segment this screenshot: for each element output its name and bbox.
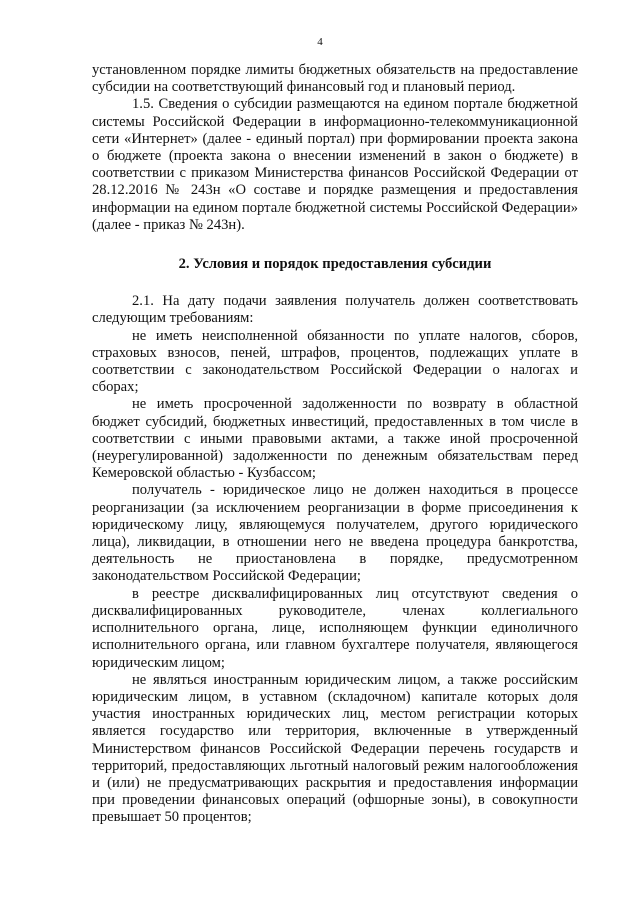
paragraph-continuation: установленном порядке лимиты бюджетных обязательств на предоставление субсидии на соответствующий финансовый год и плановый период. [92,62,578,96]
requirement-debt: не иметь просроченной задолженности по возврату в областной бюджет субсидий, бюджетных инвестиций, предоставленных в том числе в соответствии с иными правовыми актами, а также иной просроченной (неурегулированной) задолженности по денежным обязательствам перед Кемеровской областью - Кузбассом; [92,396,578,482]
page-number: 4 [317,36,323,48]
document-body [92,62,578,827]
requirement-reorganization: получатель - юридическое лицо не должен находиться в процессе реорганизации (за исключением реорганизации в форме присоединения к юридическому лицу, являющемуся получателем, другого юридического лица), ликвидации, в отношении него не введена процедура банкротства, деятельность не приостановлена в порядке, предусмотренном законодательством Российской Федерации; [92,482,578,585]
requirement-taxes: не иметь неисполненной обязанности по уплате налогов, сборов, страховых взносов, пеней, штрафов, процентов, подлежащих уплате в соответствии с законодательством Российской Федерации о налогах и сборах; [92,327,578,396]
paragraph-1-5: 1.5. Сведения о субсидии размещаются на едином портале бюджетной системы Российской Федерации в информационно-телекоммуникационной сети «Интернет» (далее - единый портал) при формировании проекта закона о бюджете (проекта закона о внесении изменений в закон о бюджете) в соответствии с приказом Министерства финансов Российской Федерации от 28.12.2016 № 243н «О составе и порядке размещения и предоставления информации на едином портале бюджетной системы Российской Федерации» (далее - приказ № 243н). [92,96,578,233]
paragraph-2-1: 2.1. На дату подачи заявления получатель должен соответствовать следующим требованиям: [92,293,578,327]
requirement-disqualification: в реестре дисквалифицированных лиц отсутствуют сведения о дисквалифицированных руководителе, членах коллегиального исполнительного органа, лице, исполняющем функции единоличного исполнительного органа, или главном бухгалтере получателя, являющегося юридическим лицом; [92,585,578,671]
requirement-foreign-entity: не являться иностранным юридическим лицом, а также российским юридическим лицом, в уставном (складочном) капитале которых доля участия иностранных юридических лиц, местом регистрации которых является государство или территория, включенные в утвержденный Министерством финансов Российской Федерации перечень государств и территорий, предоставляющих льготный налоговый режим налогообложения и (или) не предусматривающих раскрытия и предоставления информации при проведении финансовых операций (офшорные зоны), в совокупности превышает 50 процентов; [92,671,578,826]
section-title: 2. Условия и порядок предоставления субсидии [178,256,492,273]
